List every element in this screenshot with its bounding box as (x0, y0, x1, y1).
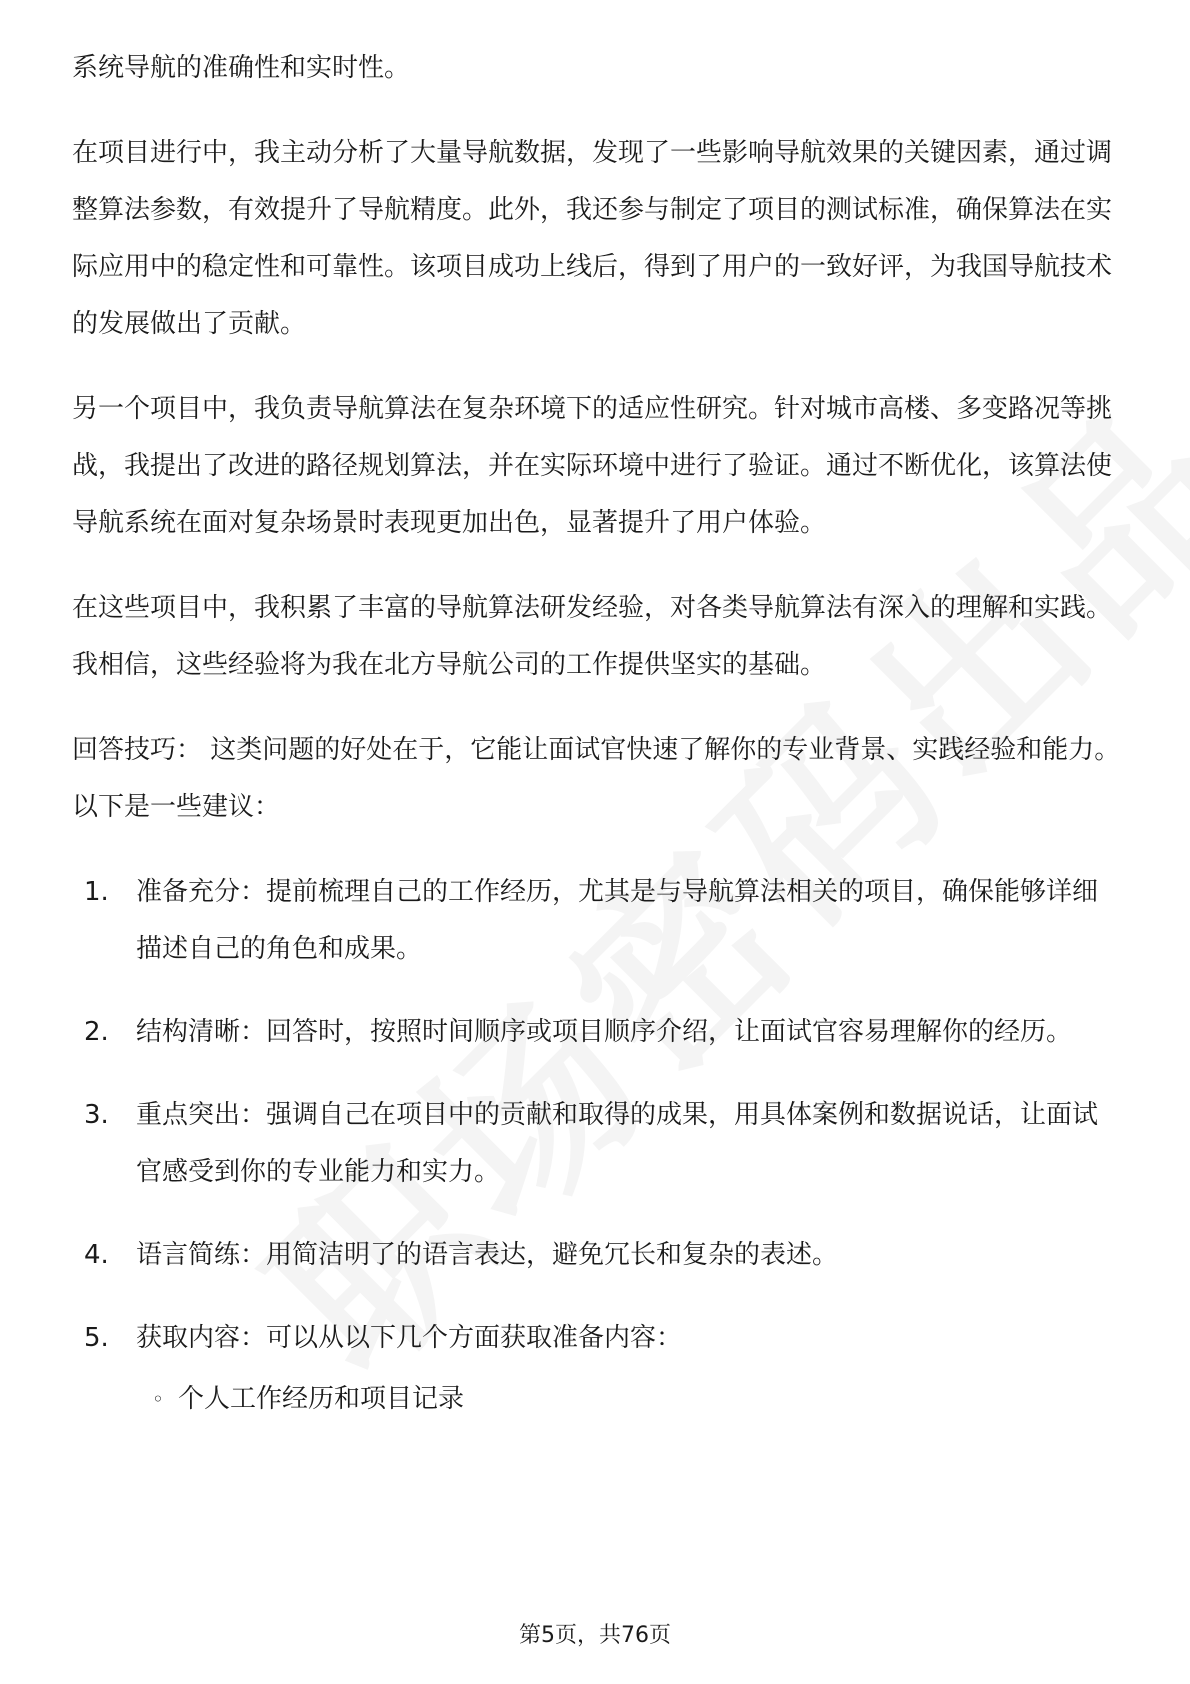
list-item-text: 获取内容：可以从以下几个方面获取准备内容： (136, 1323, 683, 1353)
hollow-bullet-icon: ◦ (152, 1387, 164, 1411)
list-item-number: 4. (84, 1240, 109, 1270)
sub-list-item-text: 个人工作经历和项目记录 (178, 1384, 465, 1414)
list-item-text: 语言简练：用简洁明了的语言表达，避免冗长和复杂的表述。 (136, 1240, 839, 1270)
paragraph-project-two: 另一个项目中，我负责导航算法在复杂环境下的适应性研究。针对城市高楼、多变路况等挑战，我提出了改进的路径规划算法，并在实际环境中进行了验证。通过不断优化，该算法使导航系统在面对复杂场景时表现更加出色，显著提升了用户体验。 (72, 394, 1113, 538)
paragraph-answer-tips: 回答技巧： 这类问题的好处在于，它能让面试官快速了解你的专业背景、实践经验和能力。以下是一些建议： (72, 735, 1121, 822)
sub-list-item (152, 1371, 1122, 1428)
list-item (72, 1087, 1122, 1201)
list-item-number: 3. (84, 1100, 109, 1130)
paragraph-continuation: 系统导航的准确性和实时性。 (72, 53, 411, 83)
page-number-footer: 第5页，共76页 (519, 1623, 671, 1648)
page-content (72, 40, 1122, 1428)
list-item (72, 1227, 1122, 1284)
list-item-text: 结构清晰：回答时，按照时间顺序或项目顺序介绍，让面试官容易理解你的经历。 (136, 1017, 1073, 1047)
list-item-number: 2. (84, 1017, 109, 1047)
paragraph-project-one: 在项目进行中，我主动分析了大量导航数据，发现了一些影响导航效果的关键因素，通过调整算法参数，有效提升了导航精度。此外，我还参与制定了项目的测试标准，确保算法在实际应用中的稳定性和可靠性。该项目成功上线后，得到了用户的一致好评，为我国导航技术的发展做出了贡献。 (72, 138, 1113, 339)
list-item-number: 5. (84, 1323, 109, 1353)
sub-list (72, 1371, 1122, 1428)
paragraph-summary: 在这些项目中，我积累了丰富的导航算法研发经验，对各类导航算法有深入的理解和实践。我相信，这些经验将为我在北方导航公司的工作提供坚实的基础。 (72, 593, 1113, 680)
list-item-text: 重点突出：强调自己在项目中的贡献和取得的成果，用具体案例和数据说话，让面试官感受到你的专业能力和实力。 (136, 1100, 1099, 1187)
list-item (72, 864, 1122, 978)
tips-list (72, 864, 1122, 1367)
list-item-text: 准备充分：提前梳理自己的工作经历，尤其是与导航算法相关的项目，确保能够详细描述自己的角色和成果。 (136, 877, 1099, 964)
list-item (72, 1310, 1122, 1367)
list-item (72, 1004, 1122, 1061)
list-item-number: 1. (84, 877, 109, 907)
